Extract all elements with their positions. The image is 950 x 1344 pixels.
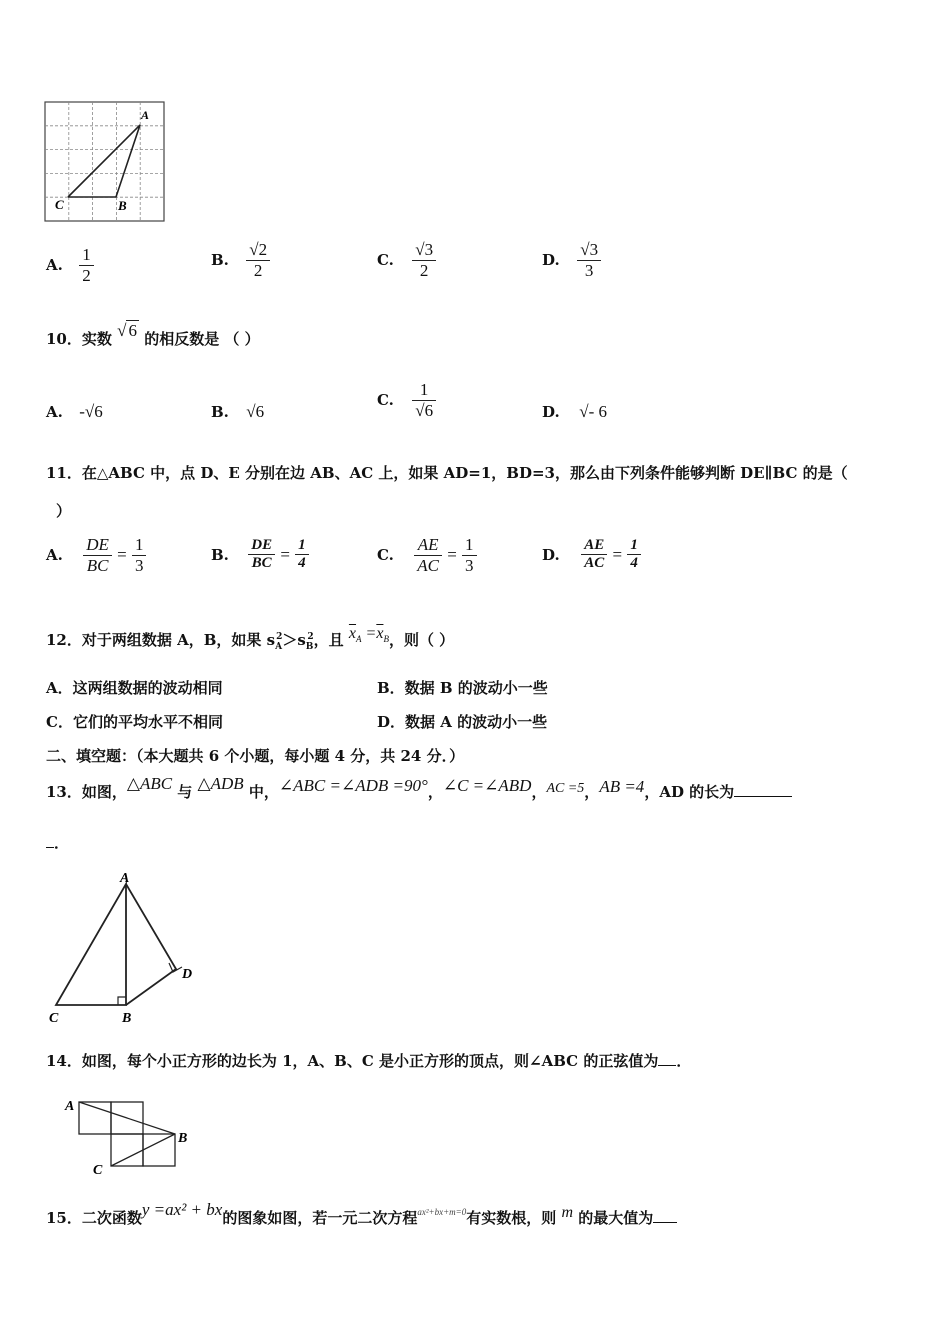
q9-option-c[interactable]: C. $\frac{√3}{2}$ <box>377 240 436 280</box>
q14-grid-figure <box>62 1092 202 1178</box>
q11-option-d[interactable]: D. $\frac{AE}{AC}$ = $\frac{1}{4}$ <box>542 537 641 573</box>
q13-label-c: C <box>49 1011 59 1026</box>
q11-option-a[interactable]: A. $\frac{DE}{BC}$ = $\frac{1}{3}$ <box>46 535 146 575</box>
q13-label-d: D <box>182 967 193 982</box>
q13-label-b: B <box>122 1011 132 1026</box>
q13-triangle-figure <box>44 872 204 1030</box>
q9-label-c: C <box>55 197 64 212</box>
q13-stem: 13．如图，△ABC 与 △ADB 中，∠ABC =∠ADB =90°，∠C =∠ABD，AC =5，AB =4，AD 的长为 <box>46 781 792 802</box>
q12-stem: 12．对于两组数据 A，B，如果 $s_A^2>s_B^2$，且 $\overline{x}_A =\overline{x}_B$，则（ ） <box>46 625 455 652</box>
q13-answer-blank-cont[interactable] <box>46 847 54 848</box>
q14-label-b: B <box>178 1131 188 1146</box>
q10-option-b[interactable]: B. √6 <box>211 402 265 421</box>
q14-label-c: C <box>93 1163 103 1178</box>
q9-option-a[interactable]: A. $\frac{1}{2}$ <box>46 245 94 285</box>
q11-option-d-lhs: $\frac{AE}{AC}$ <box>581 537 607 573</box>
q9-option-c-fraction: $\frac{√3}{2}$ <box>412 240 436 280</box>
q11-stem: 11．在△ABC 中，点 D、E 分别在边 AB、AC 上，如果 AD=1，BD=3，那么由下列条件能够判断 DE∥BC 的是（ <box>46 464 848 482</box>
q9-option-d[interactable]: D. $\frac{√3}{3}$ <box>542 240 601 280</box>
q9-option-a-fraction: $\frac{1}{2}$ <box>79 245 94 285</box>
q13-answer-blank[interactable] <box>734 796 792 797</box>
q10-option-c[interactable]: C. $\frac{1}{√6}$ <box>377 380 436 420</box>
q11-option-d-rhs: $\frac{1}{4}$ <box>627 537 641 573</box>
q9-option-b-fraction: $\frac{√2}{2}$ <box>246 240 270 280</box>
q11-stem-cont: ） <box>56 502 72 520</box>
q11-option-c-rhs: $\frac{1}{3}$ <box>462 535 477 575</box>
q10-radical: √ 6 <box>117 321 137 340</box>
q13-stem-tail: ． <box>46 832 69 853</box>
q11-option-a-lhs: $\frac{DE}{BC}$ <box>83 535 112 575</box>
q11-option-b[interactable]: B. $\frac{DE}{BC}$ = $\frac{1}{4}$ <box>211 537 309 573</box>
q12-option-d[interactable]: D．数据 A 的波动小一些 <box>377 713 548 731</box>
q9-option-b[interactable]: B. $\frac{√2}{2}$ <box>211 240 270 280</box>
q12-mean-equality: $\overline{x}_A =\overline{x}_B$ <box>348 625 389 645</box>
q14-stem: 14．如图，每个小正方形的边长为 1，A、B、C 是小正方形的顶点，则∠ABC 的正弦值为 ． <box>46 1052 692 1070</box>
q12-option-b[interactable]: B．数据 B 的波动小一些 <box>377 679 548 697</box>
q13-label-a: A <box>120 872 130 886</box>
q15-stem: 15．二次函数y =ax² + bx的图象如图，若一元二次方程$^{ax^2+bx+m=0}$有实数根，则 m 的最大值为 <box>46 1207 677 1228</box>
q11-option-a-rhs: $\frac{1}{3}$ <box>132 535 147 575</box>
q15-answer-blank[interactable] <box>653 1222 677 1223</box>
q9-option-d-fraction: $\frac{√3}{3}$ <box>577 240 601 280</box>
q12-option-a[interactable]: A．这两组数据的波动相同 <box>46 679 223 697</box>
q14-answer-blank[interactable] <box>658 1065 676 1066</box>
q11-option-b-lhs: $\frac{DE}{BC}$ <box>248 537 275 573</box>
q10-stem: 10．实数 √ 6 的相反数是 （ ） <box>46 321 260 348</box>
q11-option-b-rhs: $\frac{1}{4}$ <box>295 537 309 573</box>
section-heading: 二、填空题：（本大题共 6 个小题，每小题 4 分，共 24 分．） <box>46 747 465 765</box>
q11-option-c-lhs: $\frac{AE}{AC}$ <box>414 535 442 575</box>
q9-label-a: A <box>141 108 150 122</box>
q10-option-d[interactable]: D. √- 6 <box>542 402 607 421</box>
q10-option-a[interactable]: A. -√6 <box>46 402 103 421</box>
q11-option-c[interactable]: C. $\frac{AE}{AC}$ = $\frac{1}{3}$ <box>377 535 477 575</box>
q12-option-c[interactable]: C．它们的平均水平不相同 <box>46 713 223 731</box>
q9-label-b: B <box>118 198 127 213</box>
q10-option-c-fraction: $\frac{1}{√6}$ <box>412 380 436 420</box>
q9-grid-figure <box>44 101 166 223</box>
q14-label-a: A <box>65 1099 75 1114</box>
